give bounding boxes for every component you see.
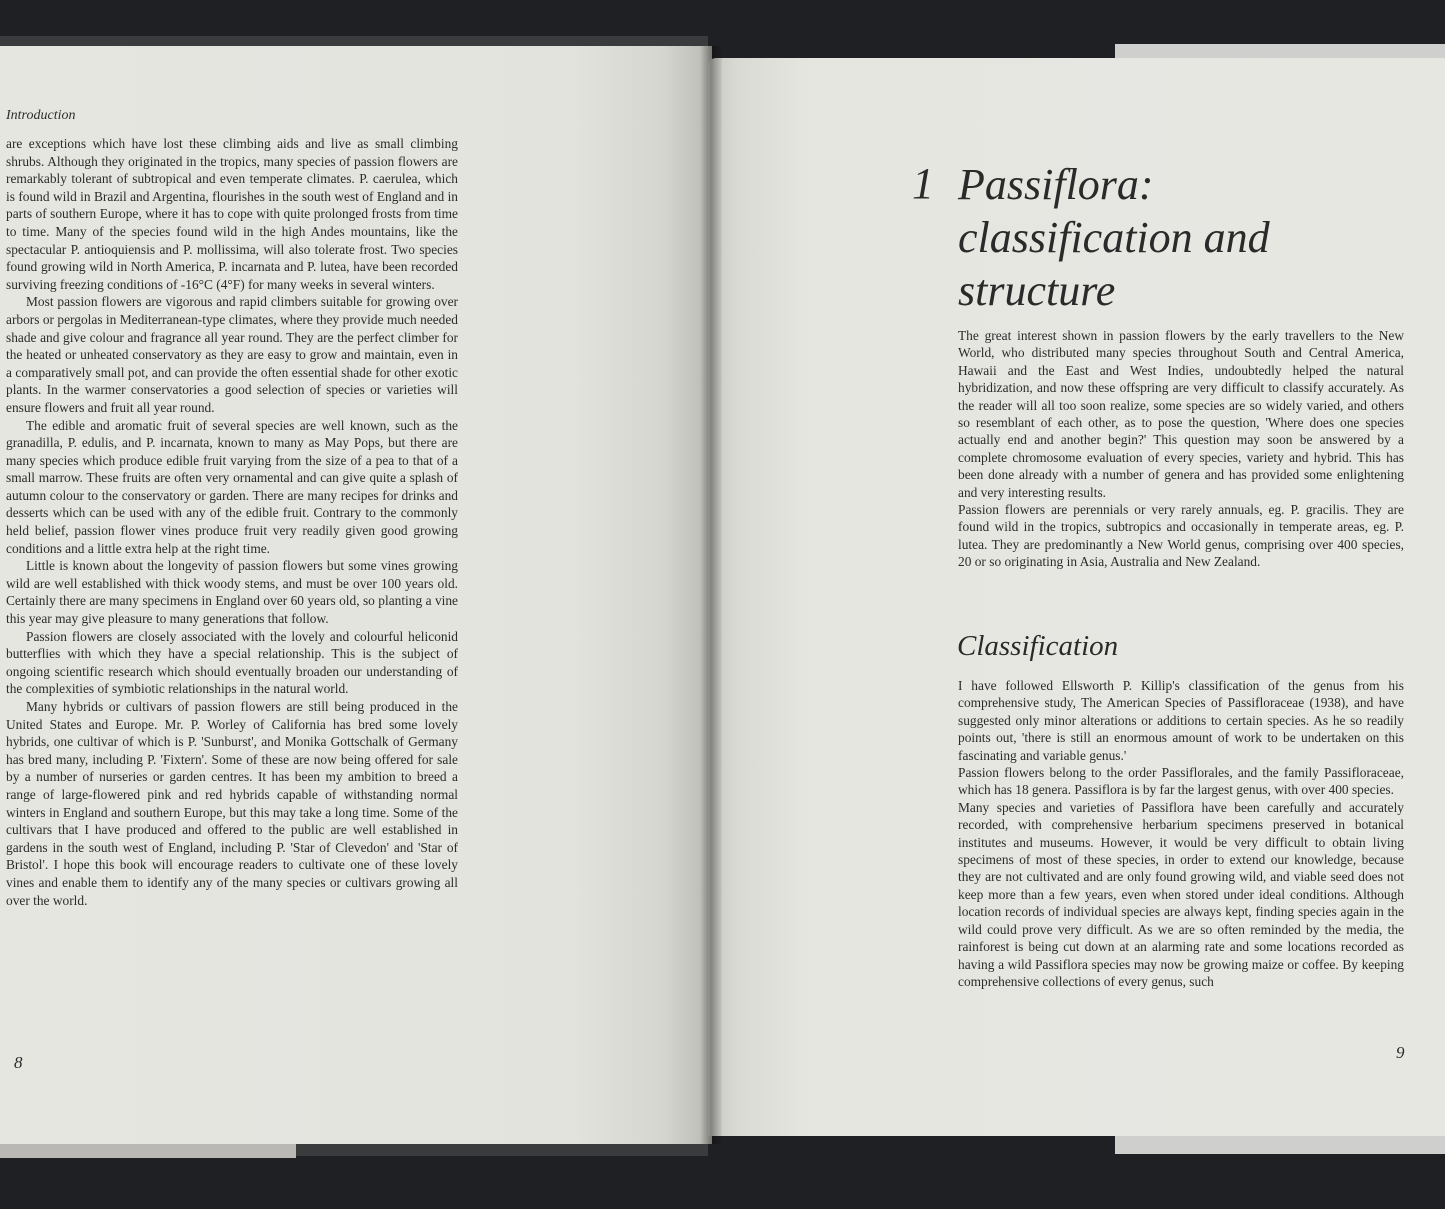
left-paragraph: Many hybrids or cultivars of passion flowers are still being produced in the United States and Europe. Mr. P. Worley of California has bred some lovely hybrids, one cultivar of which is P. 'Sunburst', and Monika Gottschalk of Germany has bred many, including P. 'Fixtern'. Some of these are now being offered for sale by a number of nurseries or garden centres. It has been my ambition to breed a range of large-flowered pink and red hybrids capable of withstanding normal winters in England and southern Europe, but this may take a long time. Some of the cultivars that I have produced and offered to the public are well established in gardens in the south west of England, including P. 'Star of Clevedon' and 'Star of Bristol'. I hope this book will encourage readers to cultivate one of these lovely vines and enable them to identify any of the many species or cultivars growing all over the world. (6, 699, 458, 908)
section-paragraph: Passion flowers belong to the order Passiflorales, and the family Passifloraceae, which has 18 genera. Passiflora is by far the largest genus, with over 400 species. (958, 765, 1404, 798)
right-intro-column (958, 327, 1404, 571)
section-heading: Classification (957, 630, 1119, 662)
chapter-title-line: Passiflora: (958, 160, 1154, 209)
chapter-number: 1 (912, 159, 934, 208)
intro-paragraph: Passion flowers are perennials or very rarely annuals, eg. P. gracilis. They are found wild in the tropics, subtropics and occasionally in temperate areas, eg. P. lutea. They are predominantly a New World genus, comprising over 400 species, 20 or so originating in Asia, Australia and New Zealand. (958, 502, 1404, 570)
left-text-column (6, 135, 458, 909)
gutter-shadow (700, 46, 722, 1144)
left-paragraph: Passion flowers are closely associated with the lovely and colourful heliconid butterflies with which they have a special relationship. This is the subject of ongoing scientific research which should eventually broaden our understanding of the complexities of symbiotic relationships in the natural world. (6, 628, 458, 697)
running-head: Introduction (6, 108, 76, 123)
page-number-right: 9 (1396, 1043, 1405, 1062)
chapter-title-line: classification and (958, 213, 1270, 262)
chapter-title (958, 158, 1270, 317)
left-paragraph: are exceptions which have lost these climbing aids and live as small climbing shrubs. Although they originated in the tropics, many species of passion flowers are remarkably tolerant of subtropical and even temperate climates. P. caerulea, which is found wild in Brazil and Argentina, flourishes in the south west of England and in parts of southern Europe, where it has to cope with quite prolonged frosts from time to time. Many of the species found wild in the high Andes mountains, like the spectacular P. antioquiensis and P. mollissima, will also tolerate frost. Two species found growing wild in North America, P. incarnata and P. lutea, have been recorded surviving freezing conditions of -16°C (4°F) for many weeks in several winters. (6, 136, 458, 292)
section-paragraph: Many species and varieties of Passiflora have been carefully and accurately recorded, with comprehensive herbarium specimens preserved in botanical institutes and museums. However, it would be very difficult to obtain living specimens of most of these species, in order to extend our knowledge, because they are not cultivated and are only found growing wild, and viable seed does not keep more than a few years, even when stored under ideal conditions. Although location records of individual species are always kept, finding species again in the wild could prove very difficult. As we are so often reminded by the media, the rainforest is being cut down at an alarming rate and some locations recorded as having a wild Passiflora species may now be growing maize or coffee. By keeping comprehensive collections of every genus, such (958, 799, 1404, 989)
chapter-title-line: structure (958, 266, 1116, 315)
intro-paragraph: The great interest shown in passion flowers by the early travellers to the New World, who distributed many species throughout South and Central America, Hawaii and the East and West Indies, undoubtedly helped the natural hybridization, and now these offspring are very difficult to classify accurately. As the reader will all too soon realize, some species are so widely varied, and others so resemblant of each other, as to pose the question, 'Where does one species actually end and another begin?' This question may soon be answered by a complete chromosome evaluation of every species, variety and hybrid. This has been done already with a number of genera and has provided some enlightening and very interesting results. (958, 328, 1404, 500)
left-paragraph: Most passion flowers are vigorous and rapid climbers suitable for growing over arbors or pergolas in Mediterranean-type climates, where they provide much needed shade and give colour and fragrance all year round. They are the perfect climber for the heated or unheated conservatory as they are easy to grow and maintain, even in a comparatively small pot, and can provide the often essential shade for other exotic plants. In the warmer conservatories a good selection of species or varieties will ensure flowers and fruit all year round. (6, 294, 458, 415)
section-paragraph: I have followed Ellsworth P. Killip's classification of the genus from his comprehensive study, The American Species of Passifloraceae (1938), and have suggested only minor alterations or additions to certain species. As he so readily points out, 'there is still an enormous amount of work to be undertaken on this fascinating and variable genus.' (958, 678, 1404, 763)
left-paragraph: Little is known about the longevity of passion flowers but some vines growing wild are well established with thick woody stems, and must be over 100 years old. Certainly there are many specimens in England over 60 years old, so planting a vine this year may give pleasure to many generations that follow. (6, 558, 458, 627)
left-paragraph: The edible and aromatic fruit of several species are well known, such as the granadilla, P. edulis, and P. incarnata, known to many as May Pops, but there are many species which produce edible fruit varying from the size of a pea to that of a small marrow. These fruits are often very ornamental and can give quite a splash of autumn colour to the conservatory or garden. There are many recipes for drinks and desserts which can be used with any of the edible fruit. Contrary to the commonly held belief, passion flower vines produce fruit very readily given good growing conditions and a little extra help at the right time. (6, 417, 458, 556)
page-number-left: 8 (14, 1053, 23, 1072)
right-section-column (958, 677, 1404, 990)
